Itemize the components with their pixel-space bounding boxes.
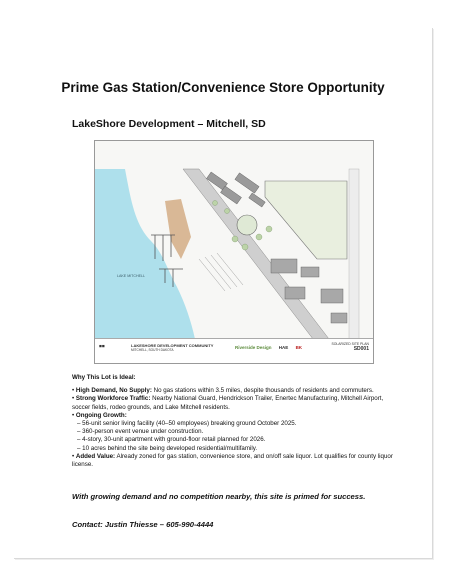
growth-item: – 56-unit senior living facility (40–50 employees) breaking ground October 2025. xyxy=(77,420,297,428)
why-item-demand xyxy=(72,387,402,395)
why-item-label: Strong Workforce Traffic: xyxy=(75,395,151,403)
why-item-text: Already zoned for gas station, convenience store, and on/off sale liquor. Lot qualifies for county liquor license. xyxy=(72,452,393,469)
project-name: LAKESHORE DEVELOPMENT COMMUNITY xyxy=(131,343,214,348)
project-location: MITCHELL, SOUTH DAKOTA xyxy=(131,348,174,352)
partner-logo-1: Riverside Design xyxy=(235,345,272,350)
project-block xyxy=(131,343,213,352)
growth-item: – 10 acres behind the site being developed residential/multifamily. xyxy=(77,444,258,452)
bullet: • xyxy=(72,411,75,419)
why-item-text: No gas stations within 3.5 miles, despite thousands of residents and commuters. xyxy=(151,387,374,395)
why-item-added-value xyxy=(72,453,402,469)
growth-item: – 4-story, 30-unit apartment with ground-floor retail planned for 2026. xyxy=(77,436,266,444)
bullet: • xyxy=(72,395,75,403)
why-item-label: Added Value: xyxy=(75,452,116,460)
closing-statement: With growing demand and no competition nearby, this site is primed for success. xyxy=(72,492,366,501)
contact-line: Contact: Justin Thiesse – 605-990-4444 xyxy=(72,520,214,529)
site-plan-image xyxy=(94,140,374,364)
why-item-label: Ongoing Growth: xyxy=(75,411,127,419)
why-heading: Why This Lot is Ideal: xyxy=(72,374,136,381)
document-subtitle: LakeShore Development – Mitchell, SD xyxy=(72,118,266,130)
sheet-info xyxy=(332,342,370,352)
growth-item: – 360-person event venue under construction. xyxy=(77,428,204,436)
why-item-text: Nearby National Guard, Hendrickson Trailer, Enertec Manufacturing, Mitchell Airport, soccer fields, rodeo grounds, and Lake Mitchell residents. xyxy=(72,395,384,411)
why-section xyxy=(72,374,402,469)
title-block xyxy=(95,338,373,363)
site-plan-drawing xyxy=(95,141,373,339)
bullet: • xyxy=(72,452,75,460)
firm-logo xyxy=(99,344,127,348)
partner-logos xyxy=(235,345,308,350)
document-title: Prime Gas Station/Convenience Store Opportunity xyxy=(61,80,385,95)
sheet-number: SD001 xyxy=(353,346,369,352)
why-item-traffic xyxy=(72,395,402,411)
why-item-label: High Demand, No Supply: xyxy=(75,387,152,395)
lake-label: LAKE MITCHELL xyxy=(117,274,145,278)
partner-logo-2: HAE xyxy=(278,345,289,350)
document-page xyxy=(14,28,433,559)
sheet-title: SOLARIZED SITE PLAN xyxy=(331,342,369,346)
why-item-growth xyxy=(72,412,402,420)
firm-mark-icon: ◼◼ xyxy=(99,344,105,348)
partner-logo-3: BK xyxy=(295,345,303,350)
bullet: • xyxy=(72,387,75,395)
